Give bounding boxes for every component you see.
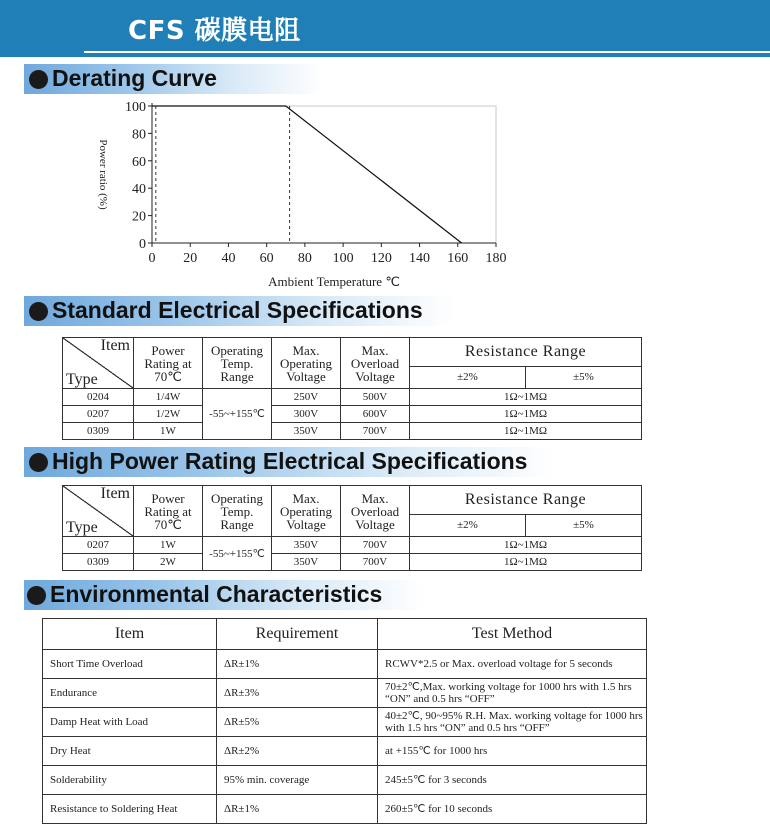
- plot-frame: [152, 106, 496, 243]
- type-item-header: [63, 338, 134, 389]
- range-cell: 1Ω~1MΩ: [410, 537, 642, 554]
- y-tick-label: 100: [125, 100, 146, 115]
- resistance-range-header: Resistance Range: [410, 338, 642, 367]
- power-cell: 1W: [134, 537, 203, 554]
- operating-temp-header: Operating Temp. Range: [203, 486, 272, 537]
- x-tick-label: 100: [332, 251, 354, 266]
- x-tick-label: 0: [148, 251, 156, 266]
- env-item-cell: Dry Heat: [43, 737, 217, 766]
- env-item-cell: Short Time Overload: [43, 650, 217, 679]
- y-tick-label: 20: [132, 209, 146, 225]
- bullet-icon: [29, 70, 48, 89]
- tolerance-2-header: ±2%: [410, 366, 526, 388]
- item-label: Item: [100, 485, 130, 502]
- env-test-cell: 70±2℃,Max. working voltage for 1000 hrs with 1.5 hrs “ON” and 0.5 hrs “OFF”: [378, 679, 647, 708]
- bullet-icon: [29, 302, 48, 321]
- range-cell: 1Ω~1MΩ: [410, 389, 642, 406]
- power-rating-header: Power Rating at 70℃: [134, 486, 203, 537]
- derating-chart: [86, 96, 526, 294]
- section-title: Standard Electrical Specifications: [52, 297, 423, 323]
- section-header-derating: [24, 64, 324, 94]
- range-cell: 1Ω~1MΩ: [410, 423, 642, 440]
- env-requirement-cell: ΔR±2%: [217, 737, 378, 766]
- high-power-spec-table: [62, 485, 642, 571]
- y-axis-label: Power ratio (%): [97, 139, 109, 210]
- type-cell: 0204: [63, 389, 134, 406]
- bullet-icon: [27, 586, 46, 605]
- env-item-cell: Endurance: [43, 679, 217, 708]
- section-title: Derating Curve: [52, 65, 217, 91]
- page-title: CFS 碳膜电阻: [128, 16, 301, 46]
- environmental-table: [42, 618, 647, 824]
- y-tick-label: 60: [132, 154, 146, 170]
- env-item-cell: Damp Heat with Load: [43, 708, 217, 737]
- env-test-cell: 245±5℃ for 3 seconds: [378, 766, 647, 795]
- x-tick-label: 160: [447, 251, 469, 266]
- x-tick-label: 120: [370, 251, 392, 266]
- x-tick-label: 180: [485, 251, 507, 266]
- env-requirement-cell: ΔR±3%: [217, 679, 378, 708]
- max-ol-cell: 600V: [341, 406, 410, 423]
- env-requirement-header: Requirement: [217, 619, 378, 650]
- tolerance-2-header: ±2%: [410, 514, 526, 536]
- env-requirement-cell: 95% min. coverage: [217, 766, 378, 795]
- max-operating-header: Max. Operating Voltage: [272, 486, 341, 537]
- type-cell: 0309: [63, 554, 134, 571]
- env-item-cell: Resistance to Soldering Heat: [43, 795, 217, 824]
- resistance-range-header: Resistance Range: [410, 486, 642, 515]
- section-header-standard: [24, 296, 454, 326]
- max-overload-header: Max. Overload Voltage: [341, 486, 410, 537]
- x-tick-label: 60: [259, 251, 274, 266]
- operating-temp-header: Operating Temp. Range: [203, 338, 272, 389]
- section-header-high-power: [24, 447, 554, 477]
- standard-spec-table: [62, 337, 642, 440]
- env-test-cell: at +155℃ for 1000 hrs: [378, 737, 647, 766]
- power-cell: 1/4W: [134, 389, 203, 406]
- max-ol-cell: 700V: [341, 554, 410, 571]
- range-cell: 1Ω~1MΩ: [410, 406, 642, 423]
- env-item-header: Item: [43, 619, 217, 650]
- section-title: High Power Rating Electrical Specifications: [52, 448, 528, 474]
- max-op-cell: 350V: [272, 423, 341, 440]
- x-axis-label: Ambient Temperature ℃: [268, 274, 400, 289]
- section-header-environmental: [24, 580, 424, 610]
- max-overload-header: Max. Overload Voltage: [341, 338, 410, 389]
- type-label: Type: [66, 371, 98, 388]
- type-cell: 0309: [63, 423, 134, 440]
- item-label: Item: [100, 337, 130, 354]
- y-tick-label: 40: [132, 182, 146, 198]
- power-cell: 1/2W: [134, 406, 203, 423]
- max-op-cell: 350V: [272, 554, 341, 571]
- max-ol-cell: 700V: [341, 423, 410, 440]
- max-op-cell: 350V: [272, 537, 341, 554]
- env-requirement-cell: ΔR±1%: [217, 650, 378, 679]
- max-ol-cell: 500V: [341, 389, 410, 406]
- temp-range-cell: -55~+155℃: [203, 389, 272, 440]
- env-test-cell: 40±2℃, 90~95% R.H. Max. working voltage for 1000 hrs with 1.5 hrs “ON” and 0.5 hrs “OFF”: [378, 708, 647, 737]
- header-rule: [84, 51, 770, 53]
- temp-range-cell: -55~+155℃: [203, 537, 272, 571]
- type-label: Type: [66, 519, 98, 536]
- header-banner: [0, 0, 770, 57]
- type-item-header: [63, 486, 134, 537]
- power-rating-header: Power Rating at 70℃: [134, 338, 203, 389]
- x-tick-label: 40: [221, 251, 236, 266]
- env-requirement-cell: ΔR±1%: [217, 795, 378, 824]
- power-cell: 2W: [134, 554, 203, 571]
- power-cell: 1W: [134, 423, 203, 440]
- y-tick-label: 80: [132, 127, 146, 143]
- max-op-cell: 300V: [272, 406, 341, 423]
- env-requirement-cell: ΔR±5%: [217, 708, 378, 737]
- y-tick-label: 0: [139, 237, 146, 252]
- tolerance-5-header: ±5%: [526, 366, 642, 388]
- tolerance-5-header: ±5%: [526, 514, 642, 536]
- env-test-method-header: Test Method: [378, 619, 647, 650]
- max-op-cell: 250V: [272, 389, 341, 406]
- max-operating-header: Max. Operating Voltage: [272, 338, 341, 389]
- range-cell: 1Ω~1MΩ: [410, 554, 642, 571]
- env-test-cell: RCWV*2.5 or Max. overload voltage for 5 seconds: [378, 650, 647, 679]
- x-tick-label: 20: [183, 251, 198, 266]
- bullet-icon: [29, 453, 48, 472]
- type-cell: 0207: [63, 537, 134, 554]
- env-item-cell: Solderability: [43, 766, 217, 795]
- type-cell: 0207: [63, 406, 134, 423]
- max-ol-cell: 700V: [341, 537, 410, 554]
- x-tick-label: 140: [409, 251, 431, 266]
- derating-line: [152, 106, 462, 243]
- section-title: Environmental Characteristics: [50, 581, 383, 607]
- env-test-cell: 260±5℃ for 10 seconds: [378, 795, 647, 824]
- x-tick-label: 80: [297, 251, 312, 266]
